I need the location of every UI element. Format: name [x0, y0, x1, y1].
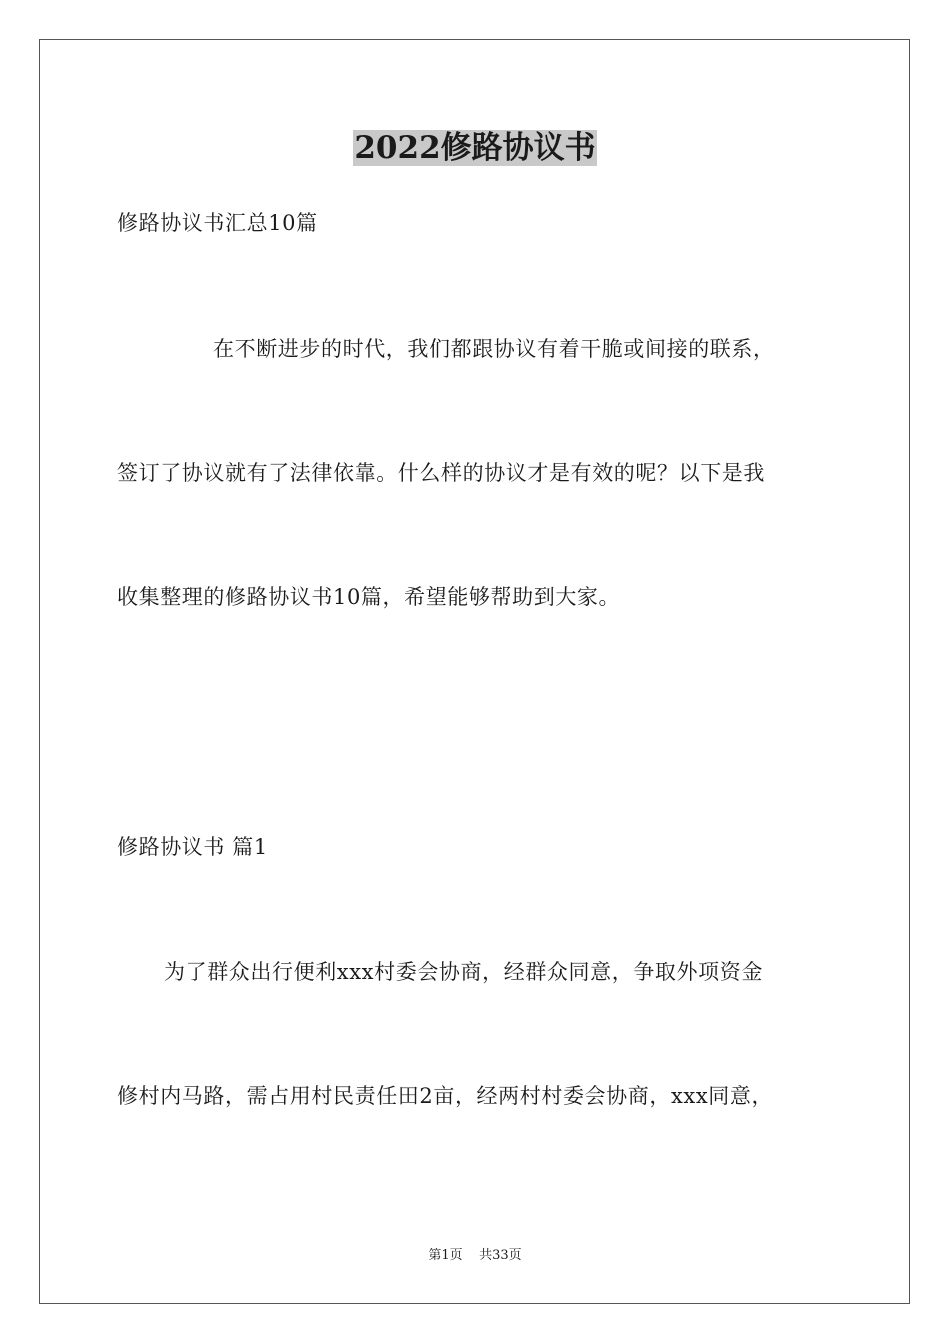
document-subtitle: 修路协议书汇总10篇 — [117, 211, 318, 235]
intro-line-2: 签订了协议就有了法律依靠。什么样的协议才是有效的呢？以下是我 — [117, 461, 765, 485]
page-footer: 第1页 共33页 — [428, 1248, 522, 1263]
intro-line-3: 收集整理的修路协议书10篇，希望能够帮助到大家。 — [117, 585, 621, 609]
section-heading: 修路协议书 篇1 — [117, 835, 268, 859]
body-line-1: 为了群众出行便利xxx村委会协商，经群众同意，争取外项资金 — [164, 960, 763, 984]
intro-line-1: 在不断进步的时代，我们都跟协议有着干脆或间接的联系， — [213, 337, 775, 361]
document-title-text: 2022修路协议书 — [354, 130, 596, 166]
document-title — [0, 128, 950, 168]
body-line-2: 修村内马路，需占用村民责任田2亩，经两村村委会协商，xxx同意， — [117, 1084, 774, 1108]
